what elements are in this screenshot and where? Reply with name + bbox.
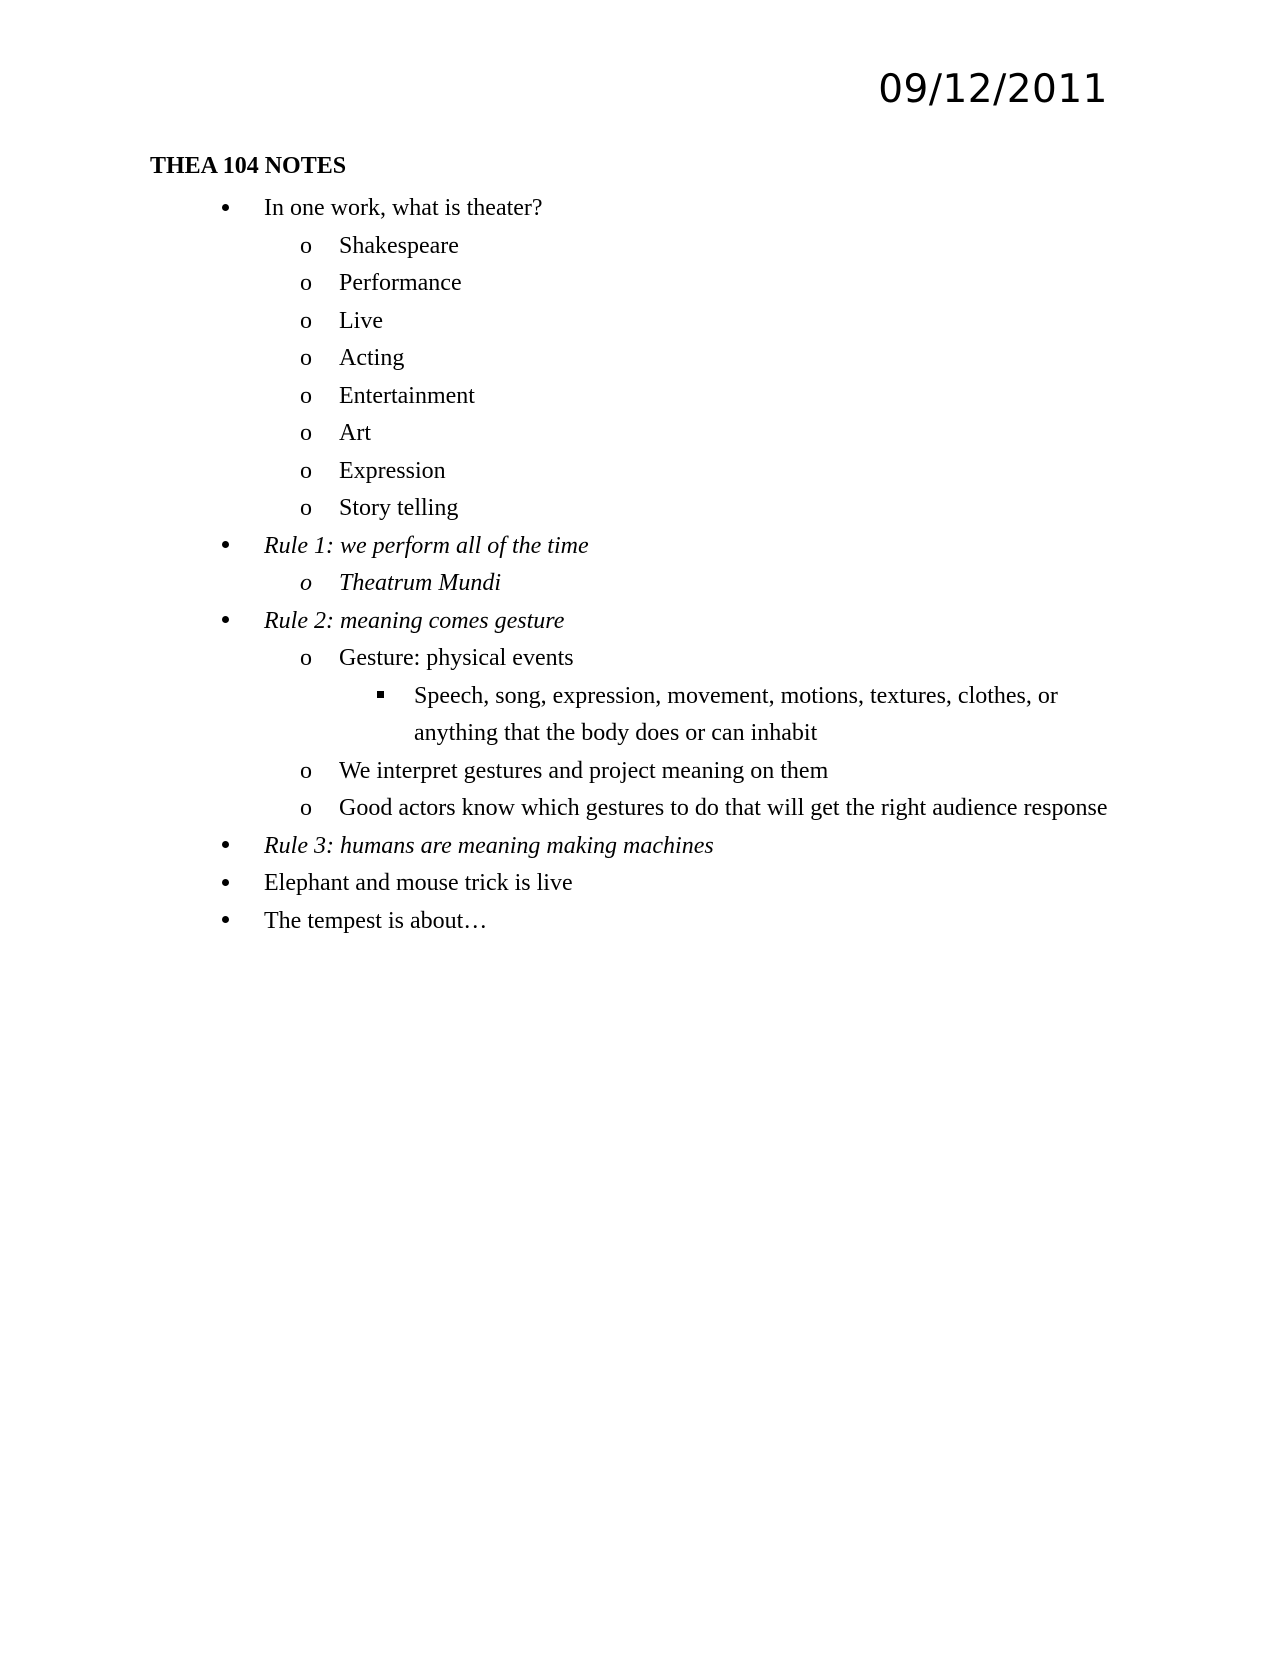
list-item — [0, 828, 1280, 866]
bullet-dot-icon — [222, 603, 229, 641]
list-item — [0, 678, 1280, 753]
bullet-circle-icon: o — [300, 270, 312, 296]
list-item — [0, 865, 1280, 903]
list-item — [0, 490, 1280, 528]
list-item-text: We interpret gestures and project meaning on them — [339, 757, 829, 784]
list-item-text: Entertainment — [339, 382, 475, 409]
bullet-circle-icon: o — [300, 645, 312, 671]
bullet-circle-icon: o — [300, 495, 312, 521]
notes-list — [0, 190, 1280, 940]
list-item-text: Speech, song, expression, movement, motions, textures, clothes, or anything that the body does or can inhabit — [414, 682, 1058, 746]
list-item-text: Shakespeare — [339, 232, 459, 259]
list-item-text: Art — [339, 420, 371, 446]
bullet-circle-icon: o — [300, 232, 312, 259]
bullet-circle-icon: o — [300, 307, 312, 334]
header-date: 09/12/2011 — [878, 67, 1108, 112]
bullet-circle-icon: o — [300, 420, 312, 446]
list-item-text: In one work, what is theater? — [264, 195, 543, 221]
list-item-text: Performance — [339, 270, 462, 296]
list-item-text: Rule 1: we perform all of the time — [264, 532, 589, 559]
bullet-dot-icon — [222, 903, 229, 941]
list-item — [0, 228, 1280, 266]
list-item-text: Acting — [339, 345, 405, 371]
list-item — [0, 265, 1280, 303]
list-item — [0, 790, 1280, 828]
list-item — [0, 528, 1280, 566]
list-item-text: Story telling — [339, 495, 459, 521]
list-item-text: Live — [339, 307, 383, 334]
list-item-text: The tempest is about… — [264, 907, 488, 934]
bullet-circle-icon: o — [300, 457, 312, 484]
list-item-text: Rule 3: humans are meaning making machines — [264, 832, 714, 859]
bullet-circle-icon: o — [300, 382, 312, 409]
list-item — [0, 190, 1280, 228]
list-item-text: Good actors know which gestures to do that will get the right audience response — [339, 795, 1108, 821]
bullet-circle-icon: o — [300, 570, 312, 596]
list-item — [0, 340, 1280, 378]
list-item-text: Expression — [339, 457, 446, 484]
bullet-circle-icon: o — [300, 345, 312, 371]
list-item — [0, 603, 1280, 641]
list-item-text: Elephant and mouse trick is live — [264, 870, 573, 896]
list-item — [0, 903, 1280, 941]
list-item — [0, 753, 1280, 791]
document-title: THEA 104 NOTES — [150, 153, 347, 179]
bullet-square-icon — [377, 678, 384, 716]
list-item-text: Rule 2: meaning comes gesture — [264, 607, 565, 634]
bullet-dot-icon — [222, 528, 229, 566]
bullet-dot-icon — [222, 828, 229, 866]
bullet-circle-icon: o — [300, 795, 312, 821]
bullet-dot-icon — [222, 865, 229, 903]
list-item — [0, 303, 1280, 341]
list-item — [0, 453, 1280, 491]
bullet-circle-icon: o — [300, 757, 312, 784]
list-item — [0, 565, 1280, 603]
bullet-dot-icon — [222, 190, 229, 228]
list-item — [0, 415, 1280, 453]
list-item — [0, 640, 1280, 678]
list-item-text: Gesture: physical events — [339, 645, 574, 671]
list-item-text: Theatrum Mundi — [339, 570, 501, 596]
list-item — [0, 378, 1280, 416]
